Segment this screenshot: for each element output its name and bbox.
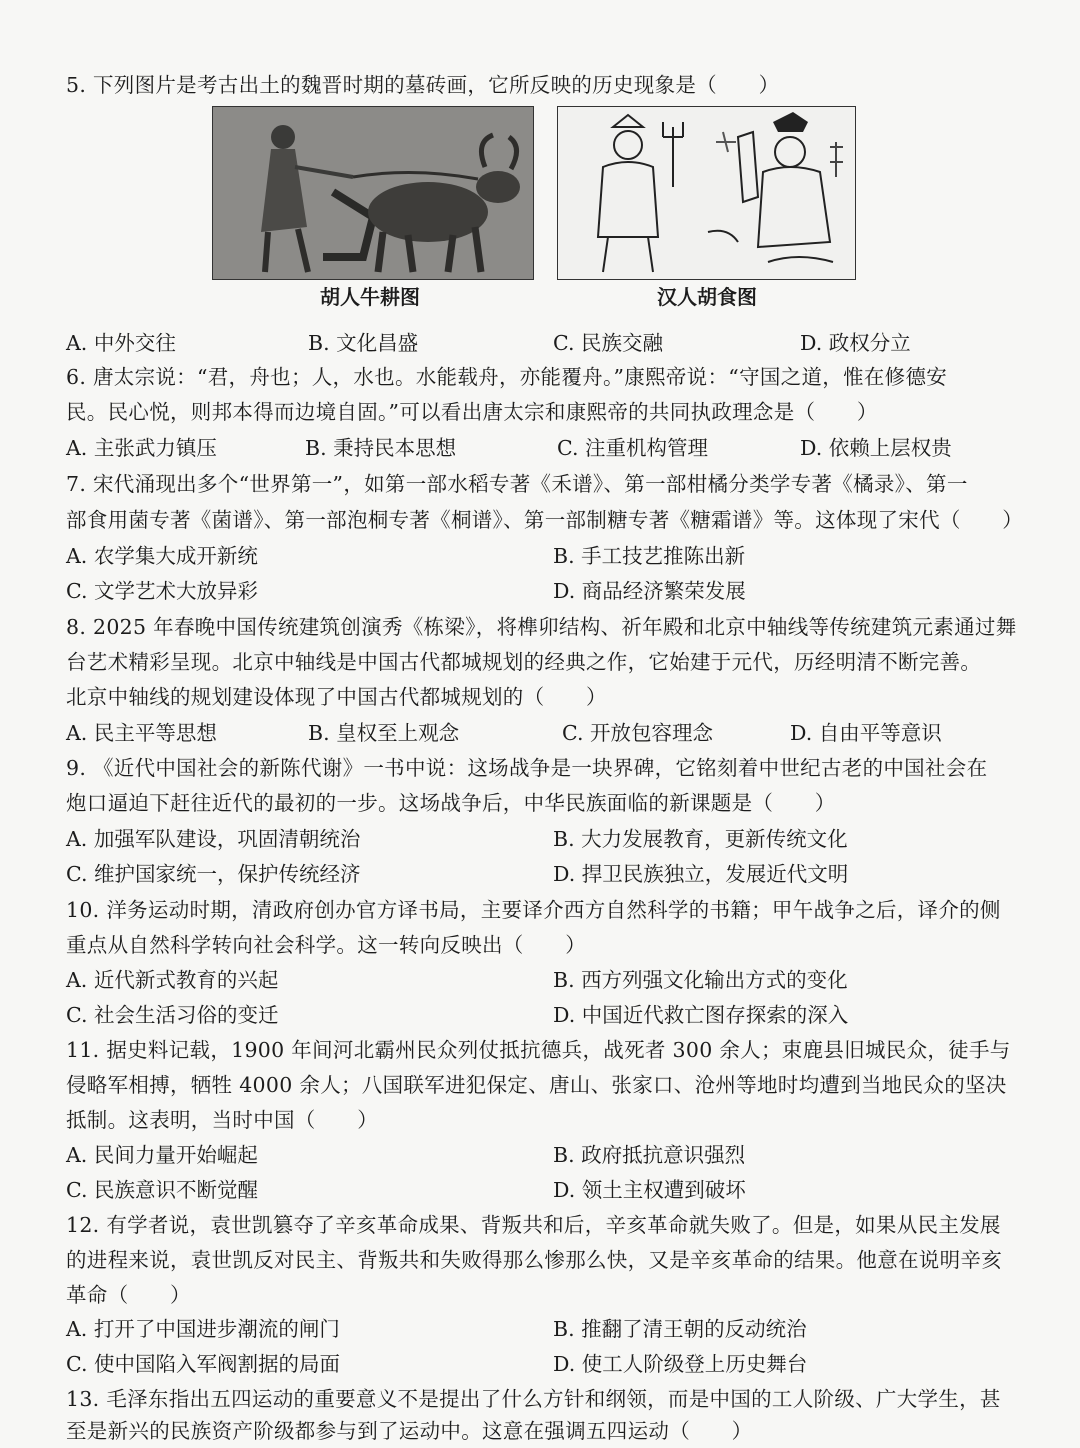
q11-option-c[interactable]: C. 民族意识不断觉醒 bbox=[66, 1178, 258, 1202]
q8-line-1: 8. 2025 年春晚中国传统建筑创演秀《栋梁》，将榫卯结构、祈年殿和北京中轴线等传统建筑元素通过舞 bbox=[66, 615, 1017, 639]
q9-option-c[interactable]: C. 维护国家统一，保护传统经济 bbox=[66, 862, 361, 886]
q13-line-1: 13. 毛泽东指出五四运动的重要意义不是提出了什么方针和纲领，而是中国的工人阶级、广大学生，甚 bbox=[66, 1387, 1001, 1411]
q7-option-b[interactable]: B. 手工技艺推陈出新 bbox=[553, 544, 746, 568]
q12-option-b[interactable]: B. 推翻了清王朝的反动统治 bbox=[553, 1317, 807, 1341]
q9-line-1: 9. 《近代中国社会的新陈代谢》一书中说：这场战争是一块界碑，它铭刻着中世纪古老的中国社会在 bbox=[66, 756, 988, 780]
q5-option-c[interactable]: C. 民族交融 bbox=[553, 331, 663, 355]
q12-line-1: 12. 有学者说，袁世凯篡夺了辛亥革命成果、背叛共和后，辛亥革命就失败了。但是，如果从民主发展 bbox=[66, 1213, 1001, 1237]
q11-option-a[interactable]: A. 民间力量开始崛起 bbox=[66, 1143, 258, 1167]
q6-option-b[interactable]: B. 秉持民本思想 bbox=[305, 436, 457, 460]
q6-line-2: 民。民心悦，则邦本得而边境自固。”可以看出唐太宗和康熙帝的共同执政理念是（ ） bbox=[66, 400, 878, 424]
q6-line-1: 6. 唐太宗说：“君，舟也；人，水也。水能载舟，亦能覆舟。”康熙帝说：“守国之道，惟在修德安 bbox=[66, 365, 948, 389]
q13-line-2: 至是新兴的民族资产阶级都参与到了运动中。这意在强调五四运动（ ） bbox=[66, 1419, 753, 1443]
q5-option-d[interactable]: D. 政权分立 bbox=[800, 331, 911, 355]
q5-stem: 5. 下列图片是考古出土的魏晋时期的墓砖画，它所反映的历史现象是（ ） bbox=[66, 73, 780, 97]
q7-line-2: 部食用菌专著《菌谱》、第一部泡桐专著《桐谱》、第一部制糖专著《糖霜谱》等。这体现了宋代（ ） bbox=[66, 508, 1024, 532]
q11-option-d[interactable]: D. 领土主权遭到破坏 bbox=[553, 1178, 746, 1202]
q11-option-b[interactable]: B. 政府抵抗意识强烈 bbox=[553, 1143, 746, 1167]
q8-line-3: 北京中轴线的规划建设体现了中国古代都城规划的（ ） bbox=[66, 685, 607, 709]
q9-option-a[interactable]: A. 加强军队建设，巩固清朝统治 bbox=[66, 827, 361, 851]
q8-line-2: 台艺术精彩呈现。北京中轴线是中国古代都城规划的经典之作，它始建于元代，历经明清不断完善。 bbox=[66, 650, 982, 674]
q12-line-2: 的进程来说，袁世凯反对民主、背叛共和失败得那么惨那么快，又是辛亥革命的结果。他意在说明辛亥 bbox=[66, 1248, 1002, 1272]
q6-option-c[interactable]: C. 注重机构管理 bbox=[557, 436, 708, 460]
q5-option-a[interactable]: A. 中外交往 bbox=[66, 331, 176, 355]
q10-option-a[interactable]: A. 近代新式教育的兴起 bbox=[66, 968, 279, 992]
q10-line-1: 10. 洋务运动时期，清政府创办官方译书局，主要译介西方自然科学的书籍；甲午战争之后，译介的侧 bbox=[66, 898, 1001, 922]
q8-option-c[interactable]: C. 开放包容理念 bbox=[562, 721, 713, 745]
q8-option-d[interactable]: D. 自由平等意识 bbox=[790, 721, 942, 745]
q6-option-a[interactable]: A. 主张武力镇压 bbox=[66, 436, 217, 460]
fig2-caption: 汉人胡食图 bbox=[657, 285, 757, 309]
q8-option-b[interactable]: B. 皇权至上观念 bbox=[308, 721, 460, 745]
q6-option-d[interactable]: D. 依赖上层权贵 bbox=[800, 436, 952, 460]
q7-option-c[interactable]: C. 文学艺术大放异彩 bbox=[66, 579, 258, 603]
q11-line-2: 侵略军相搏，牺牲 4000 余人；八国联军进犯保定、唐山、张家口、沧州等地时均遭到当地民众的坚决 bbox=[66, 1073, 1007, 1097]
q10-line-2: 重点从自然科学转向社会科学。这一转向反映出（ ） bbox=[66, 933, 586, 957]
q12-line-3: 革命（ ） bbox=[66, 1283, 191, 1307]
q7-option-a[interactable]: A. 农学集大成开新统 bbox=[66, 544, 258, 568]
q10-option-c[interactable]: C. 社会生活习俗的变迁 bbox=[66, 1003, 279, 1027]
q10-option-d[interactable]: D. 中国近代救亡图存探索的深入 bbox=[553, 1003, 849, 1027]
q9-option-d[interactable]: D. 捍卫民族独立，发展近代文明 bbox=[553, 862, 849, 886]
q9-line-2: 炮口逼迫下赶往近代的最初的一步。这场战争后，中华民族面临的新课题是（ ） bbox=[66, 791, 836, 815]
q12-option-c[interactable]: C. 使中国陷入军阀割据的局面 bbox=[66, 1352, 340, 1376]
q10-option-b[interactable]: B. 西方列强文化输出方式的变化 bbox=[553, 968, 848, 992]
han-eating-image bbox=[557, 106, 856, 280]
q11-line-3: 抵制。这表明，当时中国（ ） bbox=[66, 1108, 378, 1132]
q5-option-b[interactable]: B. 文化昌盛 bbox=[308, 331, 419, 355]
fig1-caption: 胡人牛耕图 bbox=[320, 285, 420, 309]
q11-line-1: 11. 据史料记载，1900 年间河北霸州民众列仗抵抗德兵，战死者 300 余人；束鹿县旧城民众，徒手与 bbox=[66, 1038, 1011, 1062]
q7-option-d[interactable]: D. 商品经济繁荣发展 bbox=[553, 579, 746, 603]
q9-option-b[interactable]: B. 大力发展教育，更新传统文化 bbox=[553, 827, 848, 851]
ox-plowing-image bbox=[212, 106, 534, 280]
q7-line-1: 7. 宋代涌现出多个“世界第一”，如第一部水稻专著《禾谱》、第一部柑橘分类学专著《橘录》、第一 bbox=[66, 472, 968, 496]
q12-option-a[interactable]: A. 打开了中国进步潮流的闸门 bbox=[66, 1317, 340, 1341]
q12-option-d[interactable]: D. 使工人阶级登上历史舞台 bbox=[553, 1352, 808, 1376]
q8-option-a[interactable]: A. 民主平等思想 bbox=[66, 721, 217, 745]
